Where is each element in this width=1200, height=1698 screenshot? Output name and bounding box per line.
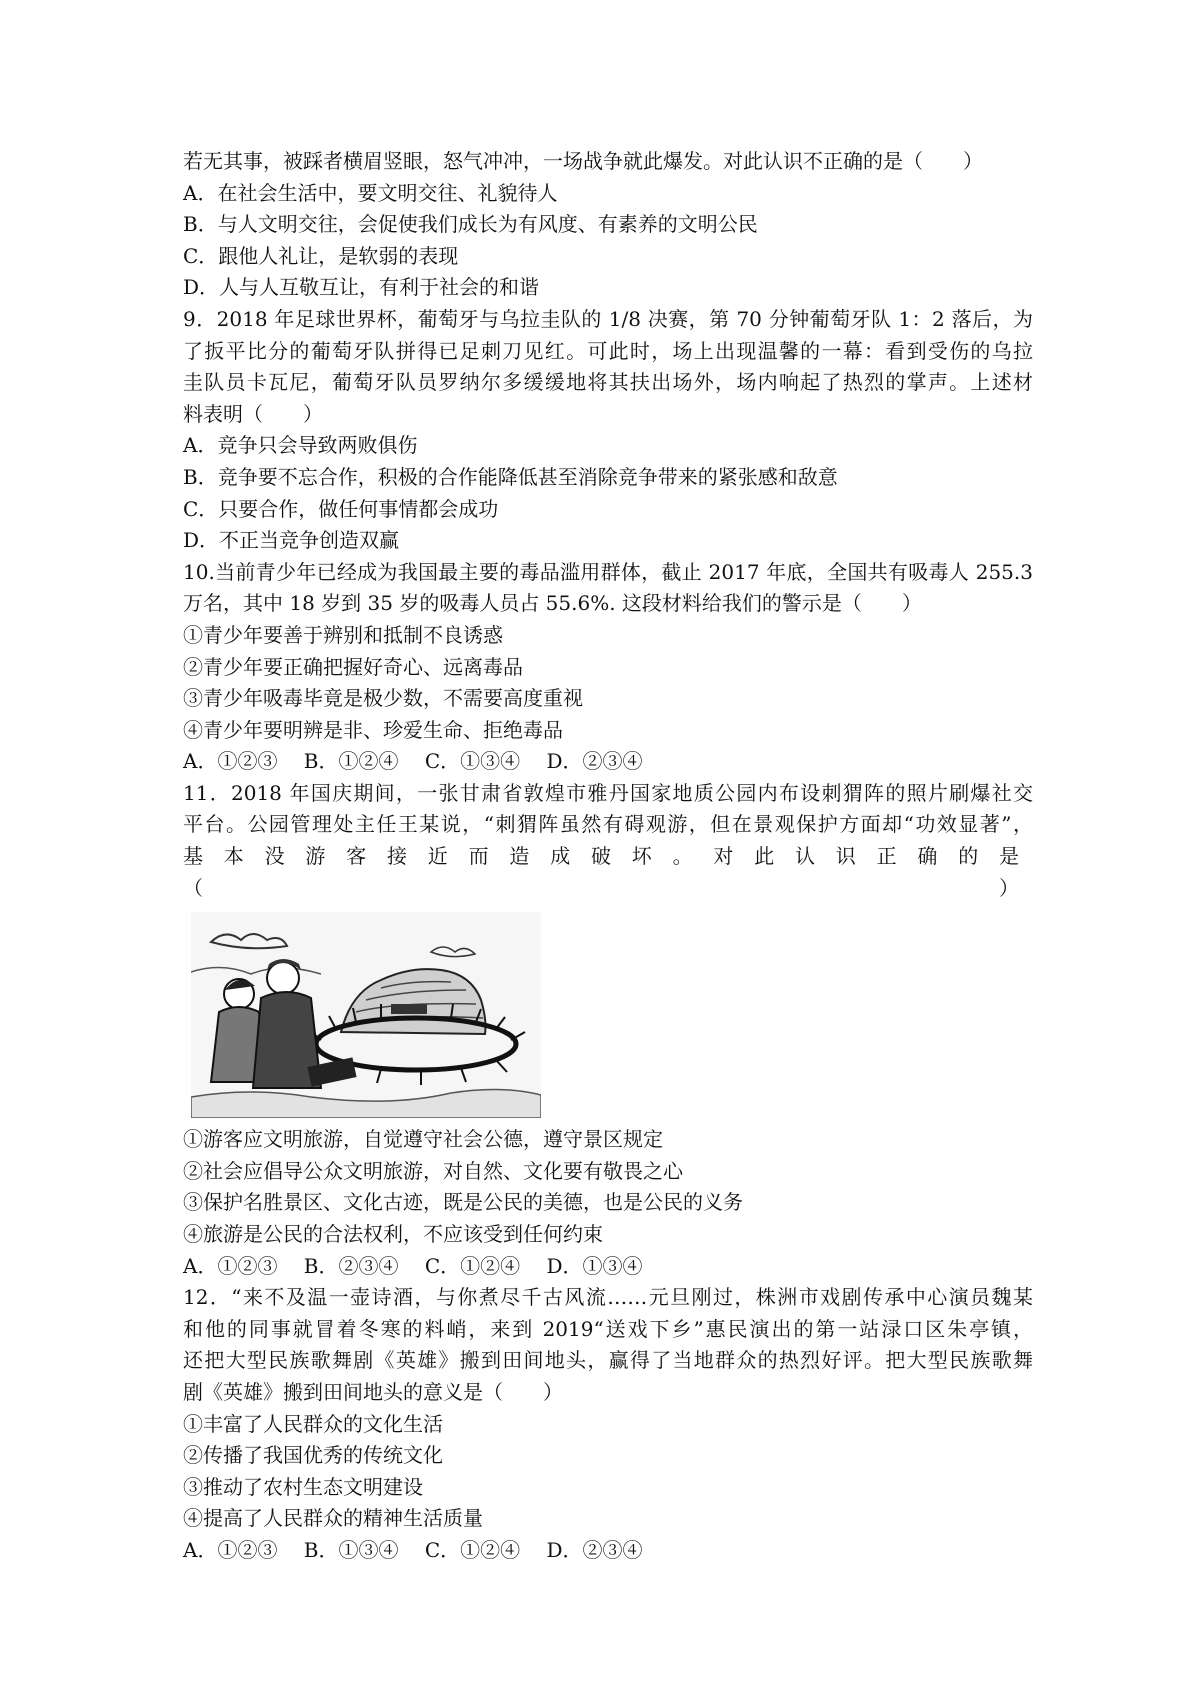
q10-stem-line: 万名，其中 18 岁到 35 岁的吸毒人员占 55.6%. 这段材料给我们的警示是（ ）: [183, 591, 922, 616]
q8-option-b: B．与人文明交往，会促使我们成长为有风度、有素养的文明公民: [183, 212, 758, 237]
q9-option-a: A．竞争只会导致两败俱伤: [183, 433, 418, 458]
q8-option-a: A．在社会生活中，要文明交往、礼貌待人: [183, 180, 558, 205]
q11-stem-line: 平台。公园管理处主任王某说，“刺猬阵虽然有碍观游，但在景观保护方面却“功效显著”，: [183, 812, 1033, 837]
q10-item-3: ③青少年吸毒毕竟是极少数，不需要高度重视: [183, 686, 583, 711]
q12-item-4: ④提高了人民群众的精神生活质量: [183, 1506, 483, 1531]
q10-item-1: ①青少年要善于辨别和抵制不良诱惑: [183, 622, 503, 647]
q12-item-3: ③推动了农村生态文明建设: [183, 1474, 423, 1499]
q12-stem-line: 剧《英雄》搬到田间地头的意义是（ ）: [183, 1380, 563, 1404]
q12-item-1: ①丰富了人民群众的文化生活: [183, 1411, 443, 1436]
q10-choices: A．①②③ B．①②④ C．①③④ D．②③④: [183, 749, 643, 774]
cartoon-illustration: [191, 912, 541, 1118]
q8-option-c: C．跟他人礼让，是软弱的表现: [183, 243, 459, 268]
q12-stem-line: 和他的同事就冒着冬寒的料峭，来到 2019“送戏下乡”惠民演出的第一站渌口区朱亭镇，: [183, 1316, 1033, 1341]
q10-item-2: ②青少年要正确把握好奇心、远离毒品: [183, 654, 523, 679]
q10-stem-line: 10.当前青少年已经成为我国最主要的毒品滥用群体，截止 2017 年底，全国共有吸毒人 255.3: [183, 559, 1033, 584]
q11-stem-line: 11．2018 年国庆期间，一张甘肃省敦煌市雅丹国家地质公园内布设刺猬阵的照片刷爆社交: [183, 780, 1033, 805]
q8-option-d: D．人与人互敬互让，有利于社会的和谐: [183, 275, 540, 300]
q11-item-2: ②社会应倡导公众文明旅游，对自然、文化要有敬畏之心: [183, 1158, 683, 1183]
q9-option-c: C．只要合作，做任何事情都会成功: [183, 496, 499, 521]
q8-stem-tail: 若无其事，被踩者横眉竖眼，怒气冲冲，一场战争就此爆发。对此认识不正确的是（ ）: [183, 149, 983, 173]
q11-choices: A．①②③ B．②③④ C．①②④ D．①③④: [183, 1253, 643, 1278]
q10-item-4: ④青少年要明辨是非、珍爱生命、拒绝毒品: [183, 717, 563, 742]
q9-stem-line: 9．2018 年足球世界杯，葡萄牙与乌拉圭队的 1/8 决赛，第 70 分钟葡萄牙队 1：2 落后，为: [183, 306, 1033, 331]
q11-item-4: ④旅游是公民的合法权利，不应该受到任何约束: [183, 1222, 603, 1247]
q12-item-2: ②传播了我国优秀的传统文化: [183, 1443, 443, 1468]
q11-item-1: ①游客应文明旅游，自觉遵守社会公德，遵守景区规定: [183, 1127, 663, 1152]
q9-stem-line: 了扳平比分的葡萄牙队拼得已足刺刀见红。可此时，场上出现温馨的一幕：看到受伤的乌拉: [183, 338, 1033, 363]
q11-stem-line: 基本没游客接近而造成破坏。对此认识正确的是（ ）: [183, 844, 1033, 900]
q9-stem-line: 料表明（ ）: [183, 401, 323, 426]
q9-option-d: D．不正当竞争创造双赢: [183, 528, 400, 553]
q12-choices: A．①②③ B．①③④ C．①②④ D．②③④: [183, 1537, 643, 1562]
q12-stem-line: 12．“来不及温一壶诗酒，与你煮尽千古风流……元旦刚过，株洲市戏剧传承中心演员魏某: [183, 1285, 1033, 1310]
hedgehog-barrier-cartoon: [191, 912, 541, 1118]
q11-item-3: ③保护名胜景区、文化古迹，既是公民的美德，也是公民的义务: [183, 1190, 743, 1215]
exam-page: [183, 146, 1033, 1567]
q9-option-b: B．竞争要不忘合作，积极的合作能降低甚至消除竞争带来的紧张感和敌意: [183, 464, 838, 489]
q12-stem-line: 还把大型民族歌舞剧《英雄》搬到田间地头，赢得了当地群众的热烈好评。把大型民族歌舞: [183, 1348, 1033, 1373]
q9-stem-line: 圭队员卡瓦尼，葡萄牙队员罗纳尔多缓缓地将其扶出场外，场内响起了热烈的掌声。上述材: [183, 370, 1033, 395]
